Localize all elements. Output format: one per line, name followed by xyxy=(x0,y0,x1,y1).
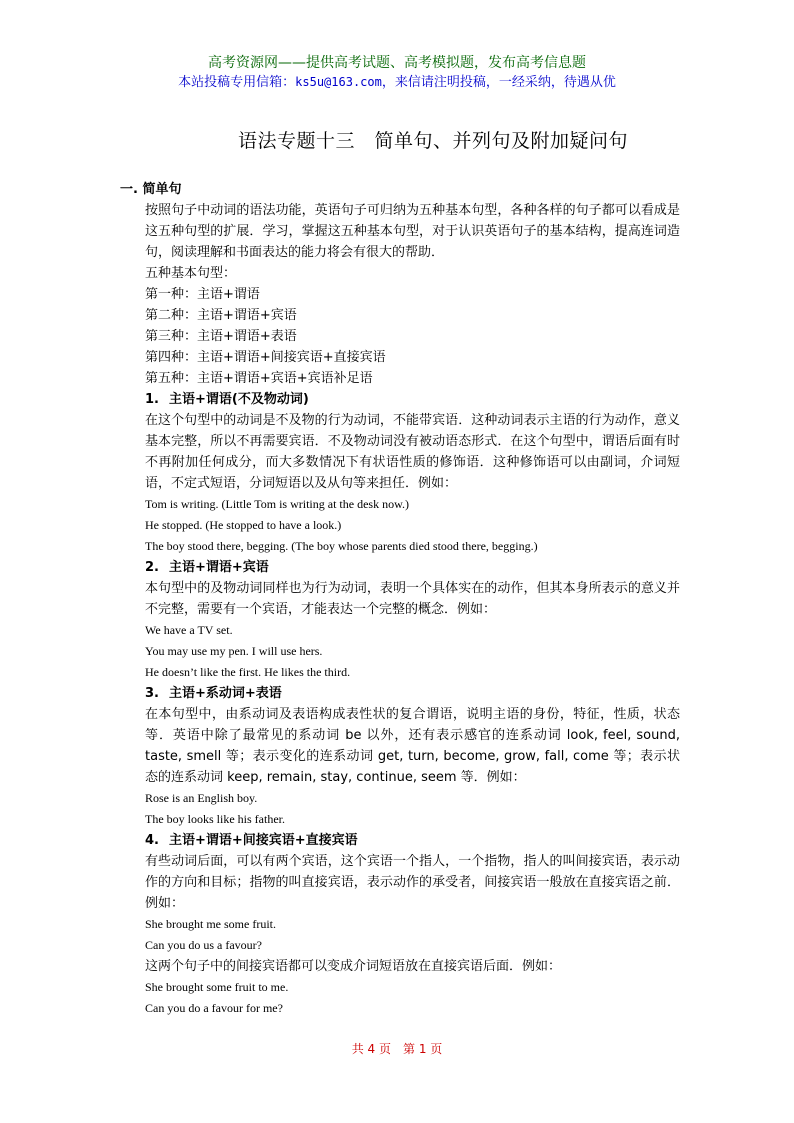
subsection-heading xyxy=(120,683,680,704)
subsection-heading xyxy=(120,389,680,410)
subsection-text: 在这个句型中的动词是不及物的行为动词，不能带宾语．这种动词表示主语的行为动作，意义基本完整，所以不再需要宾语．不及物动词没有被动语态形式．在这个句型中，谓语后面有时不再附加任何成分，而大多数情况下有状语性质的修饰语．这种修饰语可以由副词，介词短语，不定式短语，分词短语以及从句等来担任．例如： xyxy=(145,413,680,491)
subsection-title: 主语+系动词+表语 xyxy=(169,686,282,701)
subsection-number: 3. xyxy=(145,686,159,701)
subsection-number: 2. xyxy=(145,560,159,575)
example-sentence: She brought some fruit to me. xyxy=(145,980,289,994)
example-sentence: You may use my pen. I will use hers. xyxy=(145,644,323,658)
example-sentence: Can you do a favour for me? xyxy=(145,1001,283,1015)
subsection-heading xyxy=(120,830,680,851)
example-sentence: The boy looks like his father. xyxy=(145,812,285,826)
pattern-item: 第三种：主语+谓语+表语 xyxy=(145,329,297,344)
site-header xyxy=(0,54,794,92)
example-sentence: Tom is writing. (Little Tom is writing at the desk now.) xyxy=(145,497,409,511)
contact-line xyxy=(0,73,794,92)
contact-prefix: 本站投稿专用信箱： xyxy=(178,75,296,90)
page-title: 语法专题十三 简单句、并列句及附加疑问句 xyxy=(238,130,629,152)
section-heading: 一. 简单句 xyxy=(120,182,182,197)
example-sentence: Can you do us a favour? xyxy=(145,938,262,952)
example-sentence: Rose is an English boy. xyxy=(145,791,258,805)
subsection-text: 在本句型中，由系动词及表语构成表性状的复合谓语，说明主语的身份，特征，性质，状态等．英语中除了最常见的系动词 be 以外，还有表示感官的连系动词 look, feel, sound, taste, smell 等；表示变化的连系动词 get, turn, become, grow, fall, come 等；表示状态的连系动词 keep, remain, stay, continue, seem 等．例如： xyxy=(145,707,680,785)
pattern-item: 第二种：主语+谓语+宾语 xyxy=(145,308,297,323)
pattern-item: 第五种：主语+谓语+宾语+宾语补足语 xyxy=(145,371,373,386)
contact-suffix: ，来信请注明投稿，一经采纳，待遇从优 xyxy=(381,75,616,90)
site-slogan: 高考资源网——提供高考试题、高考模拟题，发布高考信息题 xyxy=(208,55,586,71)
subsection-title: 主语+谓语+间接宾语+直接宾语 xyxy=(169,833,358,848)
subsection-number: 1. xyxy=(145,392,159,407)
example-sentence: The boy stood there, begging. (The boy whose parents died stood there, begging.) xyxy=(145,539,538,553)
pattern-item: 第四种：主语+谓语+间接宾语+直接宾语 xyxy=(145,350,386,365)
document-body xyxy=(120,180,680,1019)
subsection-text: 有些动词后面，可以有两个宾语，这个宾语一个指人，一个指物，指人的叫间接宾语，表示动作的方向和目标；指物的叫直接宾语，表示动作的承受者，间接宾语一般放在直接宾语之前．例如： xyxy=(145,854,680,911)
subsection-title: 主语+谓语+宾语 xyxy=(169,560,269,575)
subsection-text: 这两个句子中的间接宾语都可以变成介词短语放在直接宾语后面．例如： xyxy=(145,959,562,974)
contact-email[interactable]: ks5u@163.com xyxy=(295,75,382,89)
subsection-text: 本句型中的及物动词同样也为行为动词，表明一个具体实在的动作，但其本身所表示的意义并不完整，需要有一个宾语，才能表达一个完整的概念．例如： xyxy=(145,581,680,617)
example-sentence: We have a TV set. xyxy=(145,623,233,637)
section-intro: 按照句子中动词的语法功能，英语句子可归纳为五种基本句型，各种各样的句子都可以看成是这五种句型的扩展．学习，掌握这五种基本句型，对于认识英语句子的基本结构，提高连词造句，阅读理解和书面表达的能力将会有很大的帮助． xyxy=(145,203,680,260)
subsection-number: 4. xyxy=(145,833,159,848)
example-sentence: She brought me some fruit. xyxy=(145,917,276,931)
page-number: 共 4 页 第 1 页 xyxy=(351,1042,443,1056)
patterns-label: 五种基本句型： xyxy=(145,266,237,281)
subsection-heading xyxy=(120,557,680,578)
example-sentence: He stopped. (He stopped to have a look.) xyxy=(145,518,342,532)
subsection-title: 主语+谓语(不及物动词) xyxy=(169,392,309,407)
example-sentence: He doesn’t like the first. He likes the third. xyxy=(145,665,351,679)
pattern-item: 第一种：主语+谓语 xyxy=(145,287,260,302)
